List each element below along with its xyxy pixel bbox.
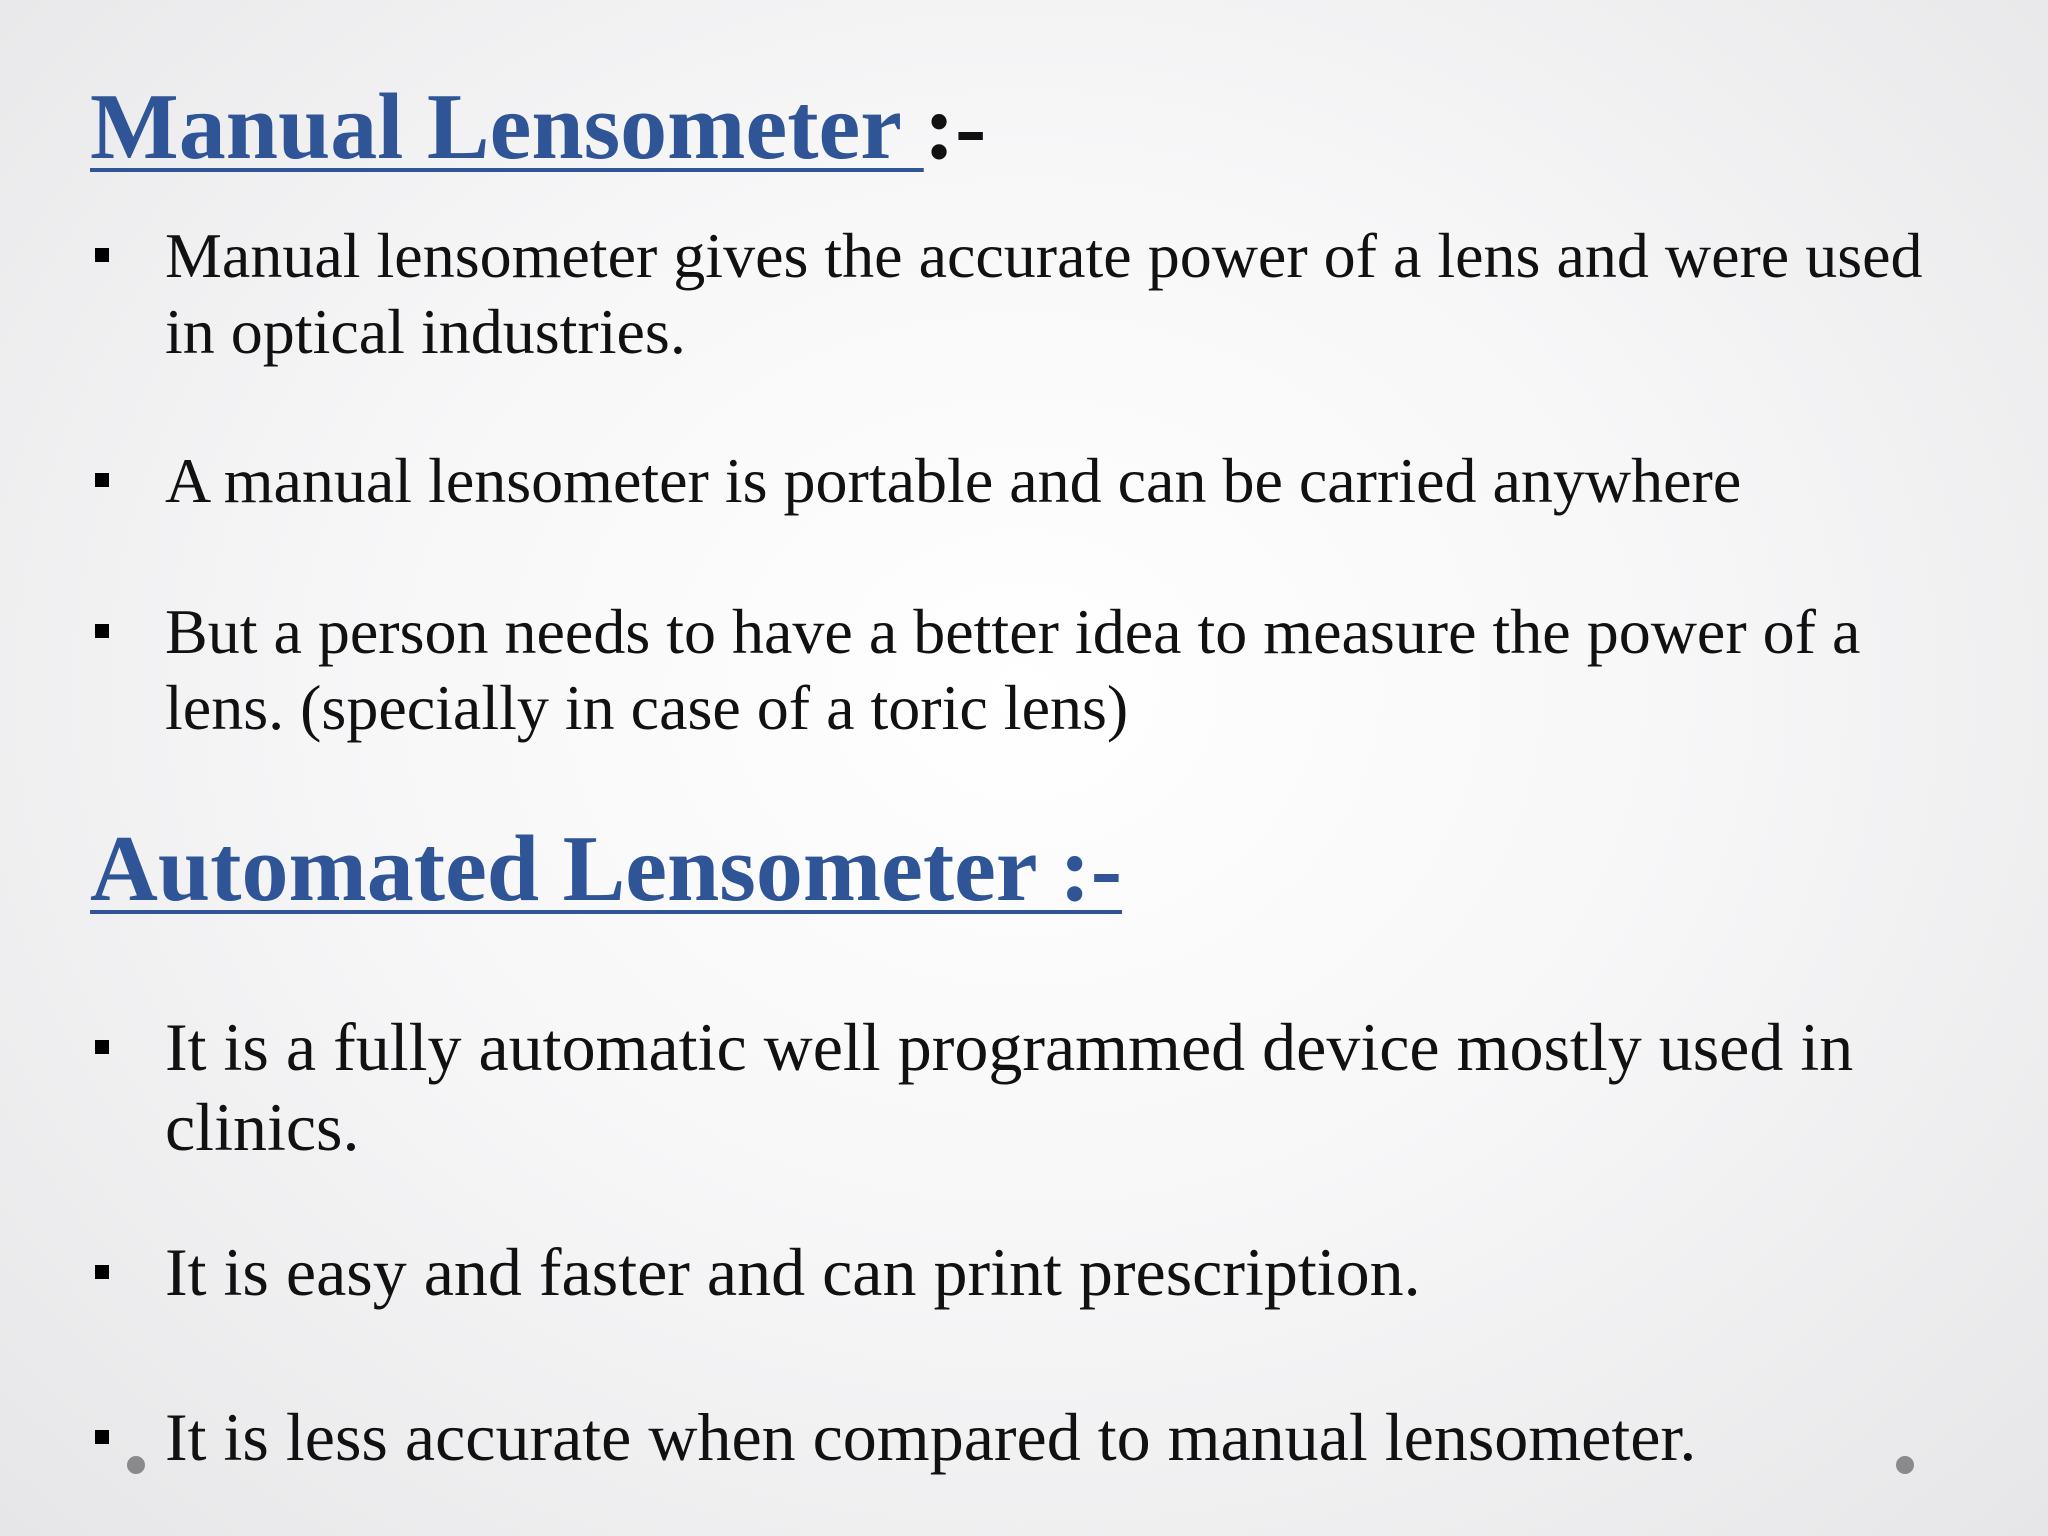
circle-dot-icon bbox=[1896, 1456, 1914, 1474]
list-item bbox=[165, 1232, 1975, 1312]
bullet-text: It is less accurate when compared to manual lensometer. bbox=[165, 1399, 1697, 1475]
list-item bbox=[165, 218, 1975, 370]
square-bullet-icon bbox=[95, 624, 109, 638]
heading-automated-lensometer bbox=[90, 817, 1123, 921]
circle-dot-icon bbox=[127, 1456, 145, 1474]
heading-automated-text: Automated Lensometer :- bbox=[90, 817, 1123, 921]
square-bullet-icon bbox=[95, 1040, 109, 1054]
bullet-text: Manual lensometer gives the accurate power of a lens and were used in optical industries. bbox=[165, 220, 1923, 367]
bullet-text: But a person needs to have a better idea to measure the power of a lens. (specially in case of a toric lens) bbox=[165, 596, 1861, 743]
list-item bbox=[165, 594, 1975, 746]
heading-manual-suffix: :- bbox=[923, 75, 987, 179]
square-bullet-icon bbox=[95, 1430, 109, 1444]
bullet-text: A manual lensometer is portable and can be carried anywhere bbox=[165, 445, 1742, 516]
square-bullet-icon bbox=[95, 473, 109, 487]
heading-manual-lensometer bbox=[90, 75, 987, 179]
bullet-text: It is easy and faster and can print prescription. bbox=[165, 1234, 1421, 1310]
list-item bbox=[165, 1397, 1975, 1477]
square-bullet-icon bbox=[95, 248, 109, 262]
list-item bbox=[165, 443, 1975, 519]
heading-manual-text: Manual Lensometer bbox=[90, 75, 924, 179]
list-item bbox=[165, 1007, 1975, 1167]
bullet-text: It is a fully automatic well programmed device mostly used in clinics. bbox=[165, 1009, 1854, 1165]
square-bullet-icon bbox=[95, 1265, 109, 1279]
